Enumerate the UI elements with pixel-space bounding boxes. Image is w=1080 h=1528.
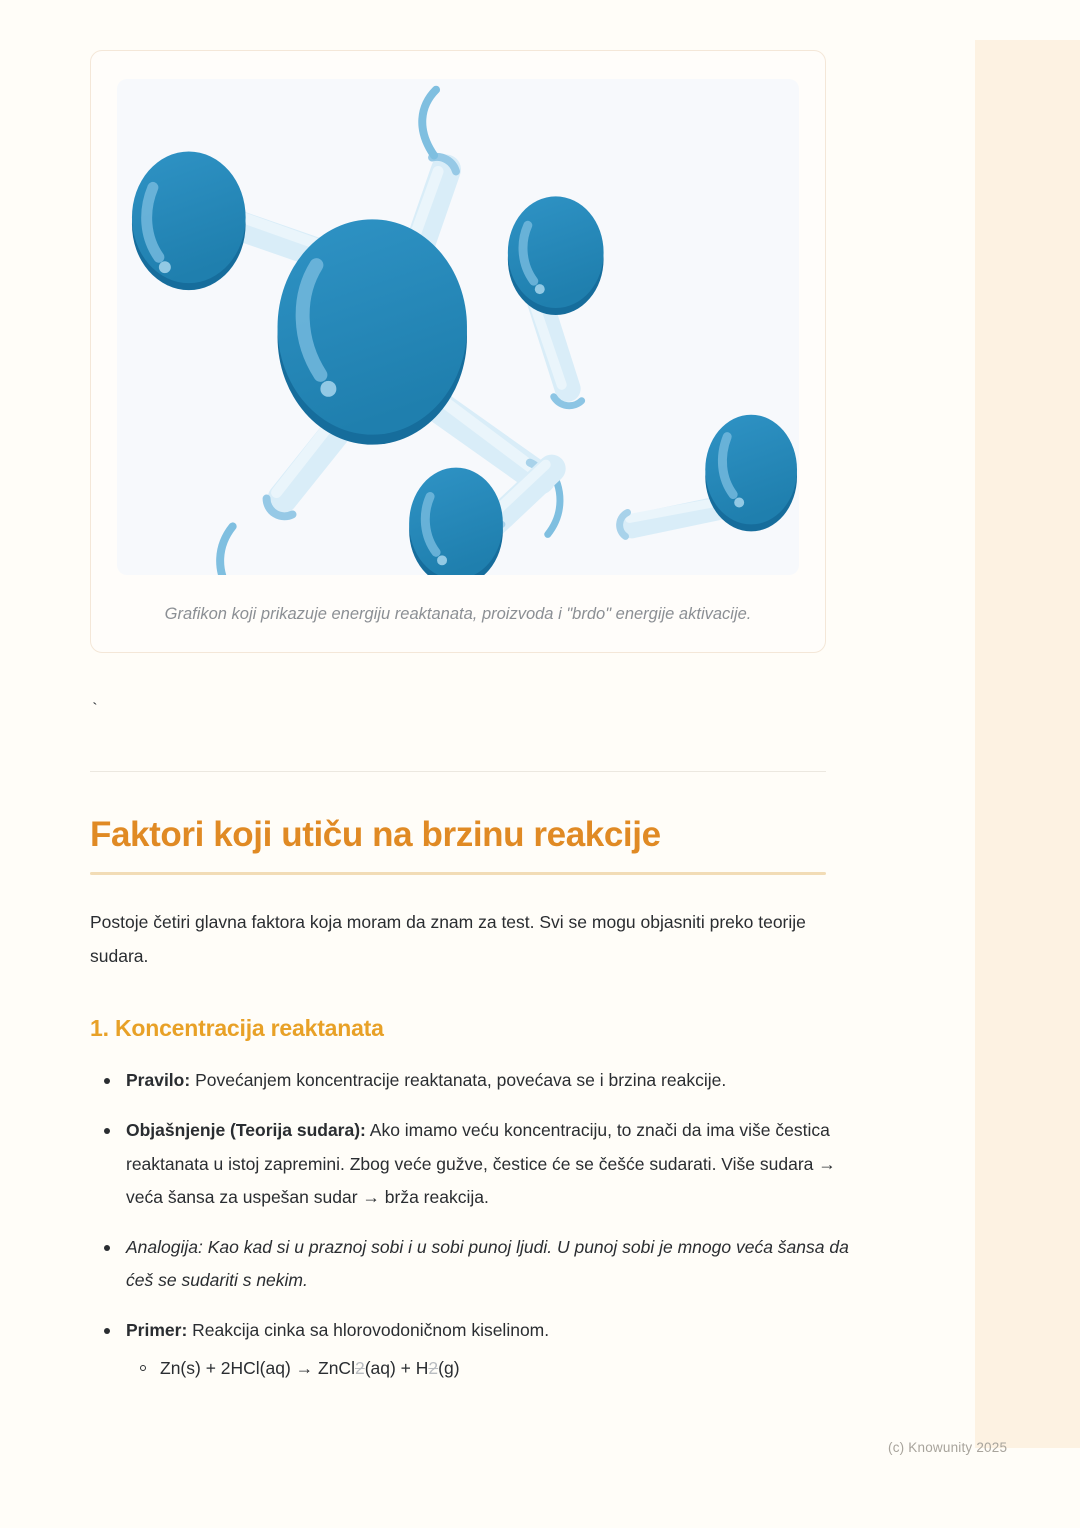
equation-part-3: (g): [438, 1357, 460, 1378]
figure-caption: Grafikon koji prikazuje energiju reaktanata, proizvoda i "brdo" energije aktivacije.: [164, 605, 752, 623]
bullet-label: Pravilo:: [126, 1070, 191, 1091]
bond-farright: [620, 502, 718, 536]
equation-subscript-1: 2: [354, 1357, 365, 1378]
atom-upper-left: [132, 152, 246, 291]
atom-center: [278, 219, 467, 444]
stray-backtick: `: [90, 701, 100, 720]
list-item: [126, 1314, 850, 1385]
page-title: Faktori koji utiču na brzinu reakcije: [90, 815, 661, 855]
list-item: [126, 1231, 850, 1298]
intro-paragraph: Postoje četiri glavna faktora koja moram da znam za test. Svi se mogu objasniti preko teorije sudara.: [90, 912, 806, 967]
list-item: [126, 1064, 850, 1098]
bullet-text: Reakcija cinka sa hlorovodoničnom kiselinom.: [187, 1320, 550, 1341]
list-item: [160, 1352, 850, 1385]
equation-part-2: (aq) + H: [364, 1357, 429, 1378]
atom-far-right: [705, 415, 797, 532]
equation-part-1: Zn(s) + 2HCl(aq) → ZnCl: [160, 1357, 355, 1378]
equation-sub-list: [126, 1352, 850, 1385]
page-side-strip: [972, 40, 1080, 1448]
bullet-label: Primer:: [126, 1320, 188, 1341]
copyright-watermark: (c) Knowunity 2025: [888, 1440, 1008, 1455]
bullet-text: Analogija: Kao kad si u praznoj sobi i u sobi punoj ljudi. U punoj sobi je mnogo veća šansa da ćeš se sudariti s nekim.: [126, 1236, 849, 1291]
subheading-concentration: 1. Koncentracija reaktanata: [90, 1015, 384, 1042]
list-item: [126, 1114, 850, 1215]
factor-bullet-list: [90, 1064, 850, 1384]
figure-card: [90, 50, 826, 653]
bullet-text: Povećanjem koncentracije reaktanata, povećava se i brzina reakcije.: [190, 1070, 727, 1091]
atom-right-middle: [508, 196, 604, 315]
molecule-illustration: [117, 79, 799, 575]
page-title-rule: [90, 872, 826, 875]
bullet-label: Objašnjenje (Teorija sudara):: [126, 1120, 366, 1141]
equation-subscript-2: 2: [428, 1357, 439, 1378]
atom-bottom: [409, 468, 503, 575]
section-divider: [90, 771, 826, 772]
molecule-svg: [117, 79, 799, 575]
bullet-text: Ako imamo veću koncentraciju, to znači da ima više čestica reaktanata u istoj zapremini. Zbog veće gužve, čestice će se češće sudarati. Više sudara → veća šansa za uspešan sudar → brža reakcija.: [126, 1120, 836, 1208]
page-content: [90, 0, 850, 1401]
